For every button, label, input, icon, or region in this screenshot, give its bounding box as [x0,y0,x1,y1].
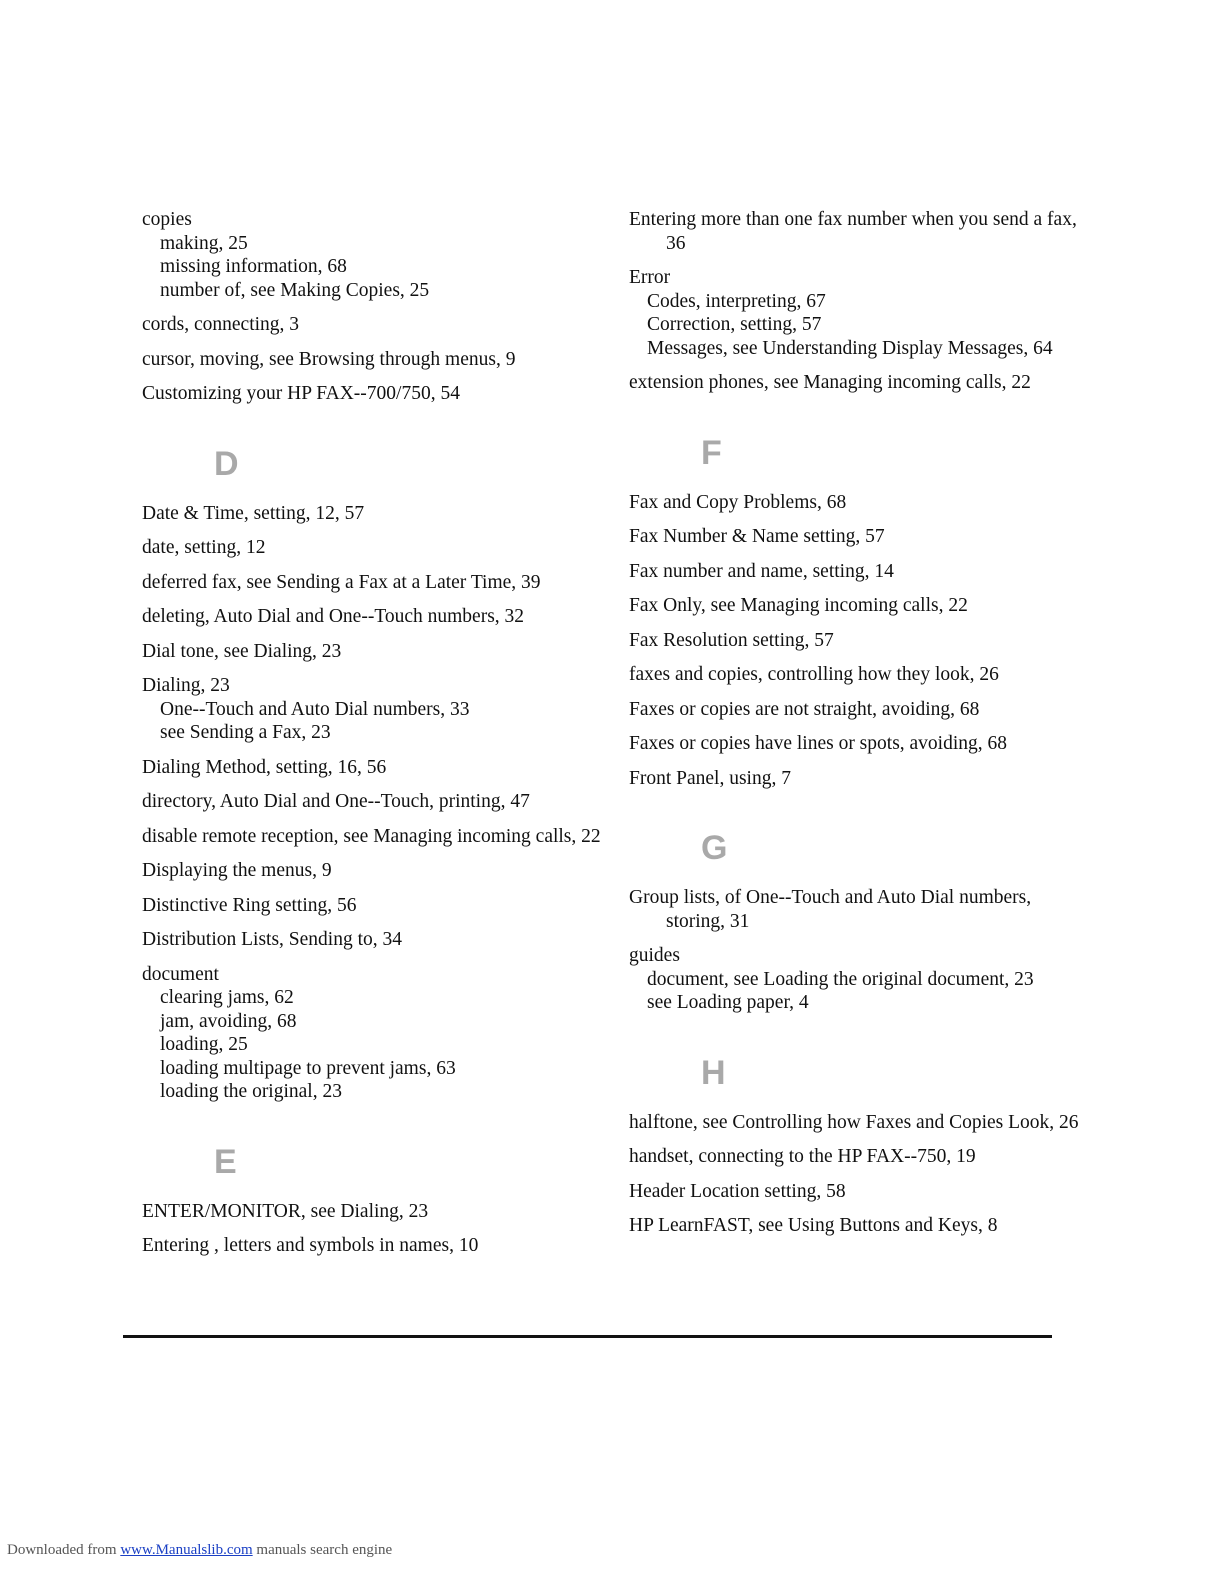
index-entry [142,1200,602,1224]
index-entry-main: Dialing, 23 [142,675,230,696]
index-entry [142,825,602,849]
index-subentry: Messages, see Understanding Display Messages, 64 [647,337,1053,359]
index-entry [142,502,602,526]
index-subentry: number of, see Making Copies, 25 [160,279,430,301]
footer-suffix: manuals search engine [252,1542,393,1558]
index-entry [629,767,1079,791]
index-entry-main: Group lists, of One--Touch and Auto Dial numbers, storing, 31 [629,887,1032,932]
index-entry [629,525,1079,549]
index-entry-main: HP LearnFAST, see Using Buttons and Keys, 8 [629,1215,998,1236]
index-entry-main: Entering , letters and symbols in names, 10 [142,1235,479,1256]
index-entry [142,536,602,560]
index-entry [142,894,602,918]
index-subentry: Correction, setting, 57 [647,314,822,335]
index-column-left [142,208,602,1269]
index-entry [142,605,602,629]
index-entry [142,859,602,883]
index-entry [629,208,1079,255]
index-entry [142,963,602,1104]
index-entry-main: cursor, moving, see Browsing through menus, 9 [142,348,516,370]
index-entry [142,208,602,302]
index-entry-main: faxes and copies, controlling how they look, 26 [629,664,999,685]
index-entry [142,382,602,406]
index-entry [629,1180,1079,1204]
index-entry-main: Fax Resolution setting, 57 [629,629,834,651]
index-entry [629,491,1079,515]
index-entry-main: Fax and Copy Problems, 68 [629,491,847,513]
index-entry-main: Distinctive Ring setting, 56 [142,894,357,916]
index-subentry: Codes, interpreting, 67 [647,290,826,312]
index-entry-main: guides [629,945,680,966]
index-entry-main: halftone, see Controlling how Faxes and Copies Look, 26 [629,1111,1079,1133]
index-entry [142,348,602,372]
index-subentry: missing information, 68 [160,256,347,277]
index-entry [629,560,1079,584]
index-entry-main: date, setting, 12 [142,537,266,558]
index-entry [142,1234,602,1258]
index-subentry: loading the original, 23 [160,1081,342,1102]
index-entry-main: Entering more than one fax number when you send a fax, 36 [629,209,1077,254]
index-entry-main: Fax number and name, setting, 14 [629,560,894,582]
index-entry-main: disable remote reception, see Managing incoming calls, 22 [142,825,601,847]
index-entry-main: Header Location setting, 58 [629,1180,846,1202]
index-entry [142,313,602,337]
index-subentry: see Sending a Fax, 23 [160,722,331,743]
index-entry [629,944,1079,1015]
index-entry-main: document [142,963,219,985]
index-entry [629,1111,1079,1135]
index-entry [629,1214,1079,1238]
index-entry [629,1145,1079,1169]
footer [7,1542,392,1559]
footer-link[interactable]: www.Manualslib.com [120,1542,253,1558]
index-entry-main: copies [142,209,192,230]
index-entry [629,266,1079,360]
index-entry-main: Dial tone, see Dialing, 23 [142,640,342,662]
index-entry [142,928,602,952]
index-entry [629,886,1079,933]
index-entry-main: handset, connecting to the HP FAX--750, 19 [629,1146,976,1167]
index-entry-main: ENTER/MONITOR, see Dialing, 23 [142,1200,429,1222]
index-entry-main: Displaying the menus, 9 [142,860,332,881]
index-entry [142,674,602,745]
footer-prefix: Downloaded from [7,1542,121,1558]
index-entry-main: Faxes or copies are not straight, avoiding, 68 [629,698,980,720]
index-entry [629,698,1079,722]
index-subentry: clearing jams, 62 [160,987,294,1008]
bottom-rule [123,1335,1052,1338]
index-subentry: jam, avoiding, 68 [160,1010,297,1032]
index-entry-main: Fax Only, see Managing incoming calls, 22 [629,595,968,616]
index-entry-main: deleting, Auto Dial and One--Touch numbers, 32 [142,606,525,627]
section-letter: H [701,1053,726,1092]
index-entry [142,640,602,664]
index-entry-main: directory, Auto Dial and One--Touch, printing, 47 [142,791,530,812]
index-entry [629,629,1079,653]
index-entry-main: cords, connecting, 3 [142,314,300,335]
index-entry-main: deferred fax, see Sending a Fax at a Later Time, 39 [142,571,541,593]
index-entry-main: Fax Number & Name setting, 57 [629,526,885,547]
index-entry [142,756,602,780]
section-letter: E [214,1142,237,1181]
index-entry [142,790,602,814]
index-entry-main: Faxes or copies have lines or spots, avoiding, 68 [629,733,1008,754]
index-entry-main: Error [629,267,671,288]
section-letter: F [701,433,722,472]
index-subentry: making, 25 [160,232,248,254]
index-subentry: loading, 25 [160,1034,248,1055]
index-entry [629,594,1079,618]
index-subentry: One--Touch and Auto Dial numbers, 33 [160,698,470,720]
index-entry [142,571,602,595]
index-subentry: see Loading paper, 4 [647,992,809,1013]
index-entry-main: Customizing your HP FAX--700/750, 54 [142,383,460,404]
section-letter: D [214,444,239,483]
index-entry-main: Distribution Lists, Sending to, 34 [142,929,403,950]
index-subentry: document, see Loading the original document, 23 [647,968,1034,990]
index-entry-main: Date & Time, setting, 12, 57 [142,502,365,524]
index-column-right [629,208,1079,1249]
index-entry [629,371,1079,395]
index-entry-main: Dialing Method, setting, 16, 56 [142,756,387,778]
index-entry [629,663,1079,687]
section-letter: G [701,829,728,867]
index-entry-main: Front Panel, using, 7 [629,767,791,789]
index-subentry: loading multipage to prevent jams, 63 [160,1057,456,1079]
index-entry-main: extension phones, see Managing incoming calls, 22 [629,372,1031,393]
index-entry [629,732,1079,756]
